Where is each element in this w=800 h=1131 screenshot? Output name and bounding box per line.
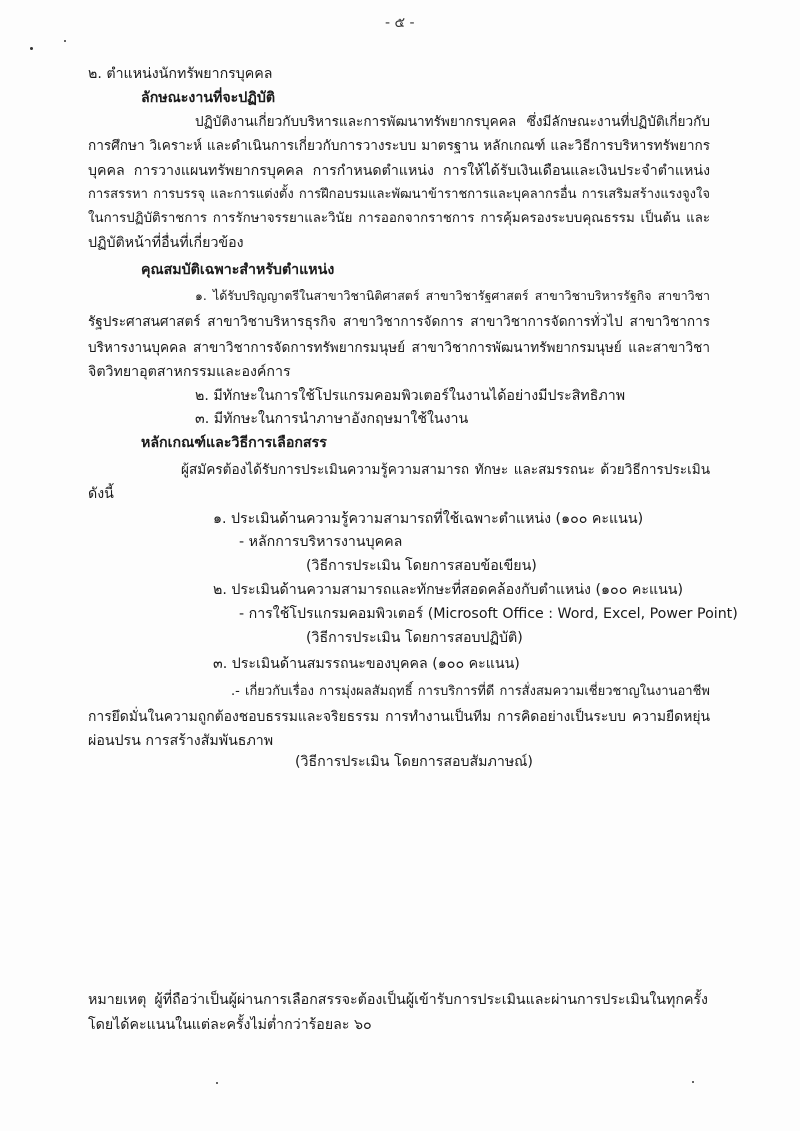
qualification-1-line-1: ๑. ได้รับปริญญาตรีในสาขาวิชานิติศาสตร์ สาขาวิชารัฐศาสตร์ สาขาวิชาบริหารรัฐกิจ สาขาวิชา (195, 288, 710, 303)
criterion-1-method: (วิธีการประเมิน โดยการสอบข้อเขียน) (306, 558, 537, 574)
scan-speck (692, 1081, 694, 1083)
note-line-1 (88, 990, 710, 1010)
job-nature-line-5: ในการปฏิบัติราชการ การรักษาจรรยาและวินัย การออกจากราชการ การคุ้มครองระบบคุณธรรม เป็นต้น และ (88, 211, 710, 226)
page-number: - ๕ - (385, 15, 415, 31)
qualification-1-line-3: บริหารงานบุคคล สาขาวิชาการจัดการทรัพยากรมนุษย์ สาขาวิชาการพัฒนาทรัพยากรมนุษย์ และสาขาวิชา (88, 340, 710, 356)
job-nature-line-6: ปฏิบัติหน้าที่อื่นที่เกี่ยวข้อง (88, 235, 244, 251)
criterion-3-detail-line-3: ผ่อนปรน การสร้างสัมพันธภาพ (88, 733, 274, 749)
scan-speck (64, 40, 66, 42)
criterion-2-title: ๒. ประเมินด้านความสามารถและทักษะที่สอดคล้องกับตำแหน่ง (๑๐๐ คะแนน) (213, 582, 684, 598)
job-nature-line-4: การสรรหา การบรรจุ และการแต่งตั้ง การฝึกอบรมและพัฒนาข้าราชการและบุคลากรอื่น การเสริมสร้างแรงจูงใจ (88, 187, 710, 202)
scan-speck (216, 1082, 218, 1084)
section-heading: ๒. ตำแหน่งนักทรัพยากรบุคคล (88, 66, 273, 82)
note-line-2: โดยได้คะแนนในแต่ละครั้งไม่ต่ำกว่าร้อยละ ๖๐ (88, 1017, 372, 1033)
qualification-1-line-4: จิตวิทยาอุตสาหกรรมและองค์การ (88, 364, 291, 380)
qualifications-heading: คุณสมบัติเฉพาะสำหรับตำแหน่ง (141, 262, 335, 278)
note-label: หมายเหตุ (88, 992, 147, 1008)
selection-intro-line-1: ผู้สมัครต้องได้รับการประเมินความรู้ความสามารถ ทักษะ และสมรรถนะ ด้วยวิธีการประเมิน (181, 462, 710, 478)
job-nature-line-2: การศึกษา วิเคราะห์ และดำเนินการเกี่ยวกับการวางระบบ มาตรฐาน หลักเกณฑ์ และวิธีการบริหารทรัพยากร (88, 138, 710, 154)
job-nature-heading: ลักษณะงานที่จะปฏิบัติ (141, 90, 276, 106)
criterion-1-title: ๑. ประเมินด้านความรู้ความสามารถที่ใช้เฉพาะตำแหน่ง (๑๐๐ คะแนน) (213, 511, 644, 527)
criterion-3-detail-line-1: .- เกี่ยวกับเรื่อง การมุ่งผลสัมฤทธิ์ การบริการที่ดี การสั่งสมความเชี่ยวชาญในงานอาชีพ (231, 684, 710, 699)
criterion-2-method: (วิธีการประเมิน โดยการสอบปฏิบัติ) (306, 630, 523, 646)
criterion-3-method: (วิธีการประเมิน โดยการสอบสัมภาษณ์) (295, 754, 533, 770)
qualification-1-line-2: รัฐประศาสนศาสตร์ สาขาวิชาบริหารธุรกิจ สาขาวิชาการจัดการ สาขาวิชาการจัดการทั่วไป สาขาวิชาการ (88, 314, 710, 330)
qualification-2: ๒. มีทักษะในการใช้โปรแกรมคอมพิวเตอร์ในงานได้อย่างมีประสิทธิภาพ (195, 388, 626, 404)
criterion-3-detail-line-2: การยึดมั่นในความถูกต้องชอบธรรมและจริยธรรม การทำงานเป็นทีม การคิดอย่างเป็นระบบ ความยืดหยุ่น (88, 709, 710, 725)
job-nature-line-3: บุคคล การวางแผนทรัพยากรบุคคล การกำหนดตำแหน่ง การให้ได้รับเงินเดือนและเงินประจำตำแหน่ง (88, 163, 710, 179)
criterion-2-detail: - การใช้โปรแกรมคอมพิวเตอร์ (Microsoft Office : Word, Excel, Power Point) (239, 606, 738, 622)
criterion-1-detail: - หลักการบริหารงานบุคคล (239, 534, 403, 550)
selection-heading: หลักเกณฑ์และวิธีการเลือกสรร (141, 435, 327, 451)
criterion-3-title: ๓. ประเมินด้านสมรรถนะของบุคคล (๑๐๐ คะแนน) (213, 656, 520, 672)
job-nature-line-1: ปฏิบัติงานเกี่ยวกับบริหารและการพัฒนาทรัพยากรบุคคล ซึ่งมีลักษณะงานที่ปฏิบัติเกี่ยวกับ (195, 114, 710, 130)
selection-intro-line-2: ดังนี้ (88, 486, 114, 502)
qualification-3: ๓. มีทักษะในการนำภาษาอังกฤษมาใช้ในงาน (195, 411, 469, 427)
scan-speck (30, 47, 33, 50)
note-text-1: ผู้ที่ถือว่าเป็นผู้ผ่านการเลือกสรรจะต้องเป็นผู้เข้ารับการประเมินและผ่านการประเมินในทุกครั้ง (154, 992, 708, 1008)
